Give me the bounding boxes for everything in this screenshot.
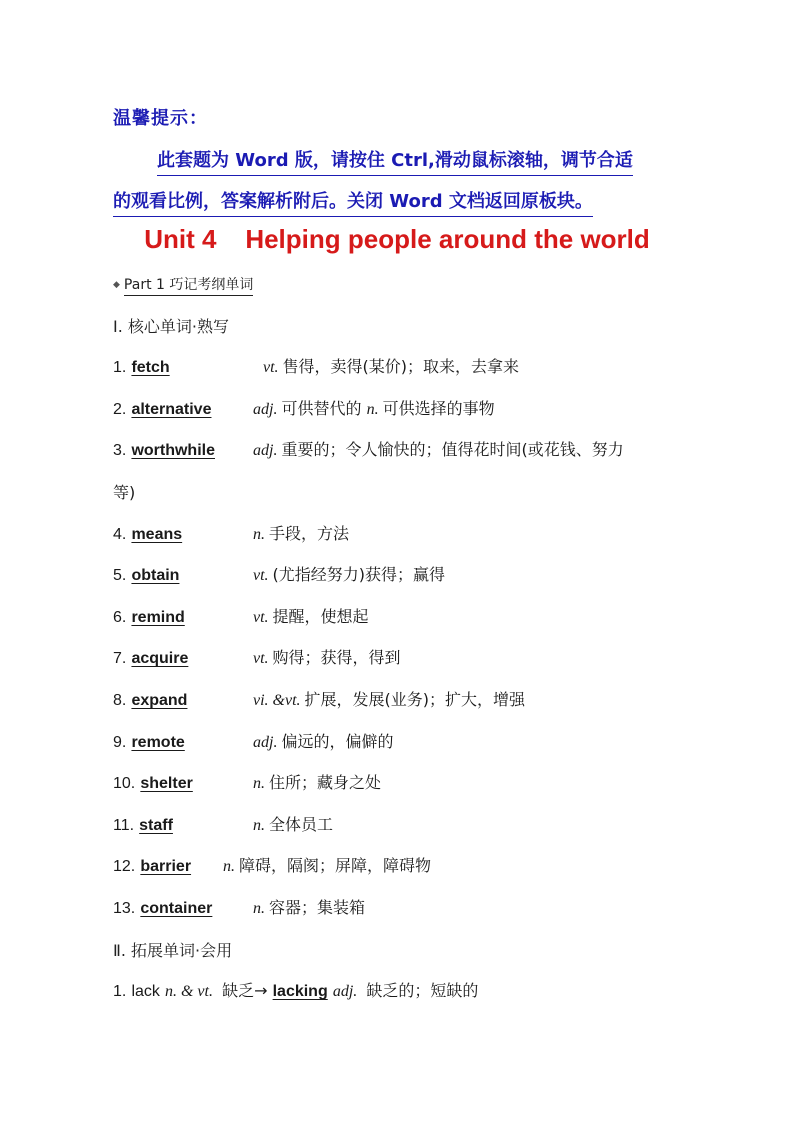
vocab-definition: [253, 730, 393, 755]
vocab-number: 9.: [113, 734, 127, 751]
vocab-word: acquire: [131, 650, 189, 667]
vocab-number: 13.: [113, 900, 136, 917]
vocab-word: remote: [131, 734, 185, 751]
vocab-number: 8.: [113, 692, 127, 709]
vocab-number: 10.: [113, 775, 136, 792]
vocab-pos: n.: [223, 858, 235, 875]
vocab-pos: vt.: [253, 650, 269, 667]
vocab-row: [113, 397, 495, 421]
vocab-definition: [253, 522, 349, 547]
vocab-definition: [253, 438, 624, 463]
diamond-icon: ◆: [113, 280, 120, 290]
vocab-row: [113, 605, 369, 629]
vocab-number: 2.: [113, 401, 127, 418]
vocab-word: staff: [139, 817, 173, 834]
vocab-meaning: (尤指经努力)获得；赢得: [272, 565, 446, 584]
vocab-pos: n.: [253, 900, 265, 917]
vocab-definition: [253, 397, 495, 422]
vocab-word: worthwhile: [131, 442, 215, 459]
vocab-meaning: 提醒，使想起: [272, 607, 369, 626]
vocab-pos: adj.: [253, 734, 278, 751]
section-core-words-title: Ⅰ. 核心单词·熟写: [113, 317, 229, 336]
tip-line-1: 此套题为 Word 版，请按住 Ctrl,滑动鼠标滚轴，调节合适: [157, 146, 633, 176]
vocab-number: 4.: [113, 526, 127, 543]
vocab-pos: vi. &vt.: [253, 692, 301, 709]
vocab-word: container: [140, 900, 213, 917]
vocab-meaning: 容器；集装箱: [269, 898, 366, 917]
vocab-word: alternative: [131, 401, 212, 418]
vocab-meaning: 可供替代的: [281, 399, 362, 418]
vocab-meaning-2: 可供选择的事物: [382, 399, 495, 418]
vocab-pos: n.: [253, 526, 265, 543]
tip-line-2: 的观看比例，答案解析附后。关闭 Word 文档返回原板块。: [113, 187, 593, 217]
vocab-meaning: 购得；获得，得到: [272, 648, 401, 667]
vocab-word: expand: [131, 692, 188, 709]
vocab-number: 7.: [113, 650, 127, 667]
vocab-row: [113, 896, 366, 920]
extend-derived-word: lacking: [272, 983, 328, 1000]
extend-word: lack: [131, 983, 160, 1000]
vocab-pos: vt.: [263, 359, 279, 376]
extend-pos: n. & vt.: [164, 983, 213, 1000]
vocab-meaning: 住所；藏身之处: [269, 773, 382, 792]
vocab-definition: [253, 563, 445, 588]
vocab-pos-2: n.: [366, 401, 379, 418]
vocab-meaning: 全体员工: [269, 815, 334, 834]
vocab-row: [113, 522, 350, 546]
vocab-meaning-continued: 等): [113, 483, 136, 502]
vocab-pos: adj.: [253, 442, 278, 459]
vocab-number: 5.: [113, 567, 127, 584]
vocab-definition: [253, 896, 365, 921]
vocab-row: [113, 438, 624, 462]
tip-title: 温馨提示：: [113, 108, 208, 129]
vocab-word: shelter: [140, 775, 193, 792]
vocab-pos: vt.: [253, 609, 269, 626]
vocab-word: remind: [131, 609, 185, 626]
extend-pos-2: adj.: [332, 983, 358, 1000]
unit-title: Unit 4 Helping people around the world: [144, 224, 650, 254]
vocab-number: 6.: [113, 609, 127, 626]
vocab-number: 11.: [113, 817, 135, 834]
vocab-definition: [253, 688, 525, 713]
vocab-meaning: 障碍，隔阂；屏障，障碍物: [239, 856, 432, 875]
vocab-meaning: 重要的；令人愉快的；值得花时间(或花钱、努力: [281, 440, 624, 459]
vocab-word: fetch: [131, 359, 170, 376]
vocab-row: [113, 563, 446, 587]
extend-meaning: 缺乏: [222, 981, 255, 1000]
vocab-number: 1.: [113, 359, 127, 376]
vocab-row: [113, 646, 401, 670]
vocab-row: [113, 730, 394, 754]
vocab-meaning: 扩展，发展(业务)；扩大，增强: [304, 690, 526, 709]
extend-row: [113, 979, 478, 1003]
vocab-definition: [253, 813, 333, 838]
vocab-meaning: 偏远的，偏僻的: [281, 732, 394, 751]
vocab-row: [113, 854, 432, 878]
vocab-word: barrier: [140, 858, 192, 875]
vocab-definition: [223, 854, 431, 879]
vocab-definition: [253, 646, 401, 671]
vocab-meaning: 售得，卖得(某价)；取来，去拿来: [282, 357, 520, 376]
arrow-icon: →: [254, 981, 268, 1000]
vocab-row: [113, 355, 520, 379]
section-extended-words-title: Ⅱ. 拓展单词·会用: [113, 941, 233, 960]
vocab-meaning: 手段，方法: [269, 524, 350, 543]
vocab-row: [113, 688, 526, 712]
vocab-definition: [263, 355, 519, 380]
vocab-row: [113, 813, 334, 837]
extend-meaning-2: 缺乏的；短缺的: [366, 981, 479, 1000]
vocab-pos: adj.: [253, 401, 278, 418]
vocab-number: 12.: [113, 858, 136, 875]
vocab-row: [113, 771, 382, 795]
extend-number: 1.: [113, 983, 127, 1000]
part-label: Part 1 巧记考纲单词: [124, 274, 253, 296]
vocab-pos: n.: [253, 775, 265, 792]
part-heading: [113, 274, 253, 296]
vocab-number: 3.: [113, 442, 127, 459]
vocab-definition: [253, 605, 369, 630]
vocab-pos: vt.: [253, 567, 269, 584]
vocab-word: obtain: [131, 567, 180, 584]
vocab-word: means: [131, 526, 183, 543]
vocab-definition: [253, 771, 381, 796]
vocab-pos: n.: [253, 817, 265, 834]
